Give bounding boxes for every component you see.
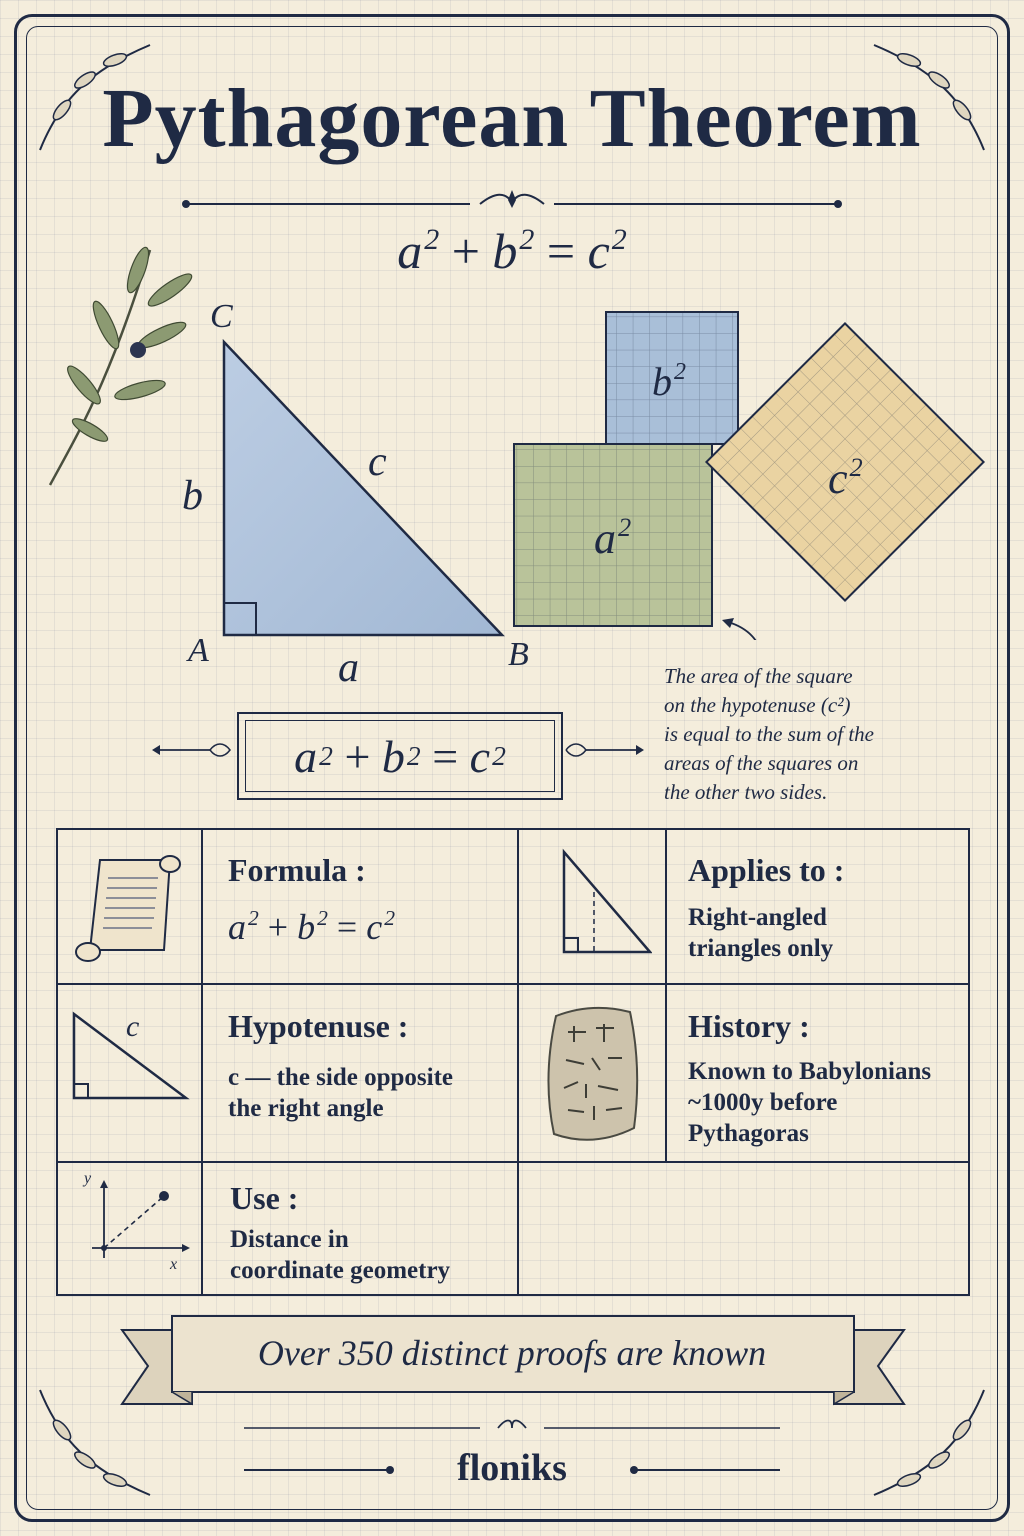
- history-text: Known to Babylonians ~1000y before Pythagoras: [688, 1058, 932, 1147]
- side-c-label: c: [368, 439, 387, 485]
- right-triangle-icon: [552, 846, 652, 970]
- use-text: Distance in coordinate geometry: [230, 1226, 451, 1284]
- applies-heading: Applies to :: [688, 852, 845, 888]
- hypotenuse-icon-label: c: [126, 1010, 140, 1043]
- hypotenuse-heading: Hypotenuse :: [228, 1008, 409, 1044]
- formula-value: $a^2 + b^2 = c^2$: [228, 906, 395, 948]
- square-c-label: $c^2$: [828, 452, 863, 504]
- axis-y-label: y: [84, 1170, 92, 1187]
- applies-text: Right-angled triangles only: [688, 904, 834, 962]
- brand-name: floniks: [457, 1447, 567, 1489]
- triangle-diagram: [180, 300, 540, 700]
- clay-tablet-icon: [534, 998, 654, 1154]
- axis-x-label: x: [170, 1256, 178, 1273]
- side-a-label: a: [338, 645, 359, 691]
- title-divider: [180, 186, 844, 216]
- squares-diagram: [500, 300, 990, 640]
- vertex-a-label: A: [188, 632, 209, 669]
- right-flourish-icon: [556, 738, 646, 762]
- bottom-divider: [240, 1414, 784, 1444]
- olive-branch-icon: [40, 230, 200, 490]
- square-b-label: $b^2$: [652, 359, 686, 404]
- boxed-formula: a 2 + b 2 = c 2: [237, 712, 563, 800]
- vertex-b-label: B: [508, 636, 529, 673]
- page-title: Pythagorean Theorem: [102, 72, 922, 165]
- history-heading: History :: [688, 1008, 810, 1044]
- info-grid: [56, 828, 970, 1296]
- formula-heading: Formula :: [228, 852, 366, 888]
- left-flourish-icon: [150, 738, 240, 762]
- vertex-c-label: C: [210, 298, 233, 335]
- scroll-icon: [72, 850, 186, 966]
- area-explanation: The area of the square on the hypotenuse (c²) is equal to the sum of the areas of the squares on the other two sides.: [664, 664, 874, 804]
- use-heading: Use :: [230, 1180, 299, 1216]
- hypotenuse-text: c — the side opposite the right angle: [228, 1064, 453, 1122]
- main-formula: $a^2 + b^2 = c^2$: [397, 222, 627, 279]
- proofs-banner-text: Over 350 distinct proofs are known: [257, 1333, 767, 1373]
- side-b-label: b: [182, 473, 203, 519]
- square-a-label: $a^2$: [594, 512, 632, 564]
